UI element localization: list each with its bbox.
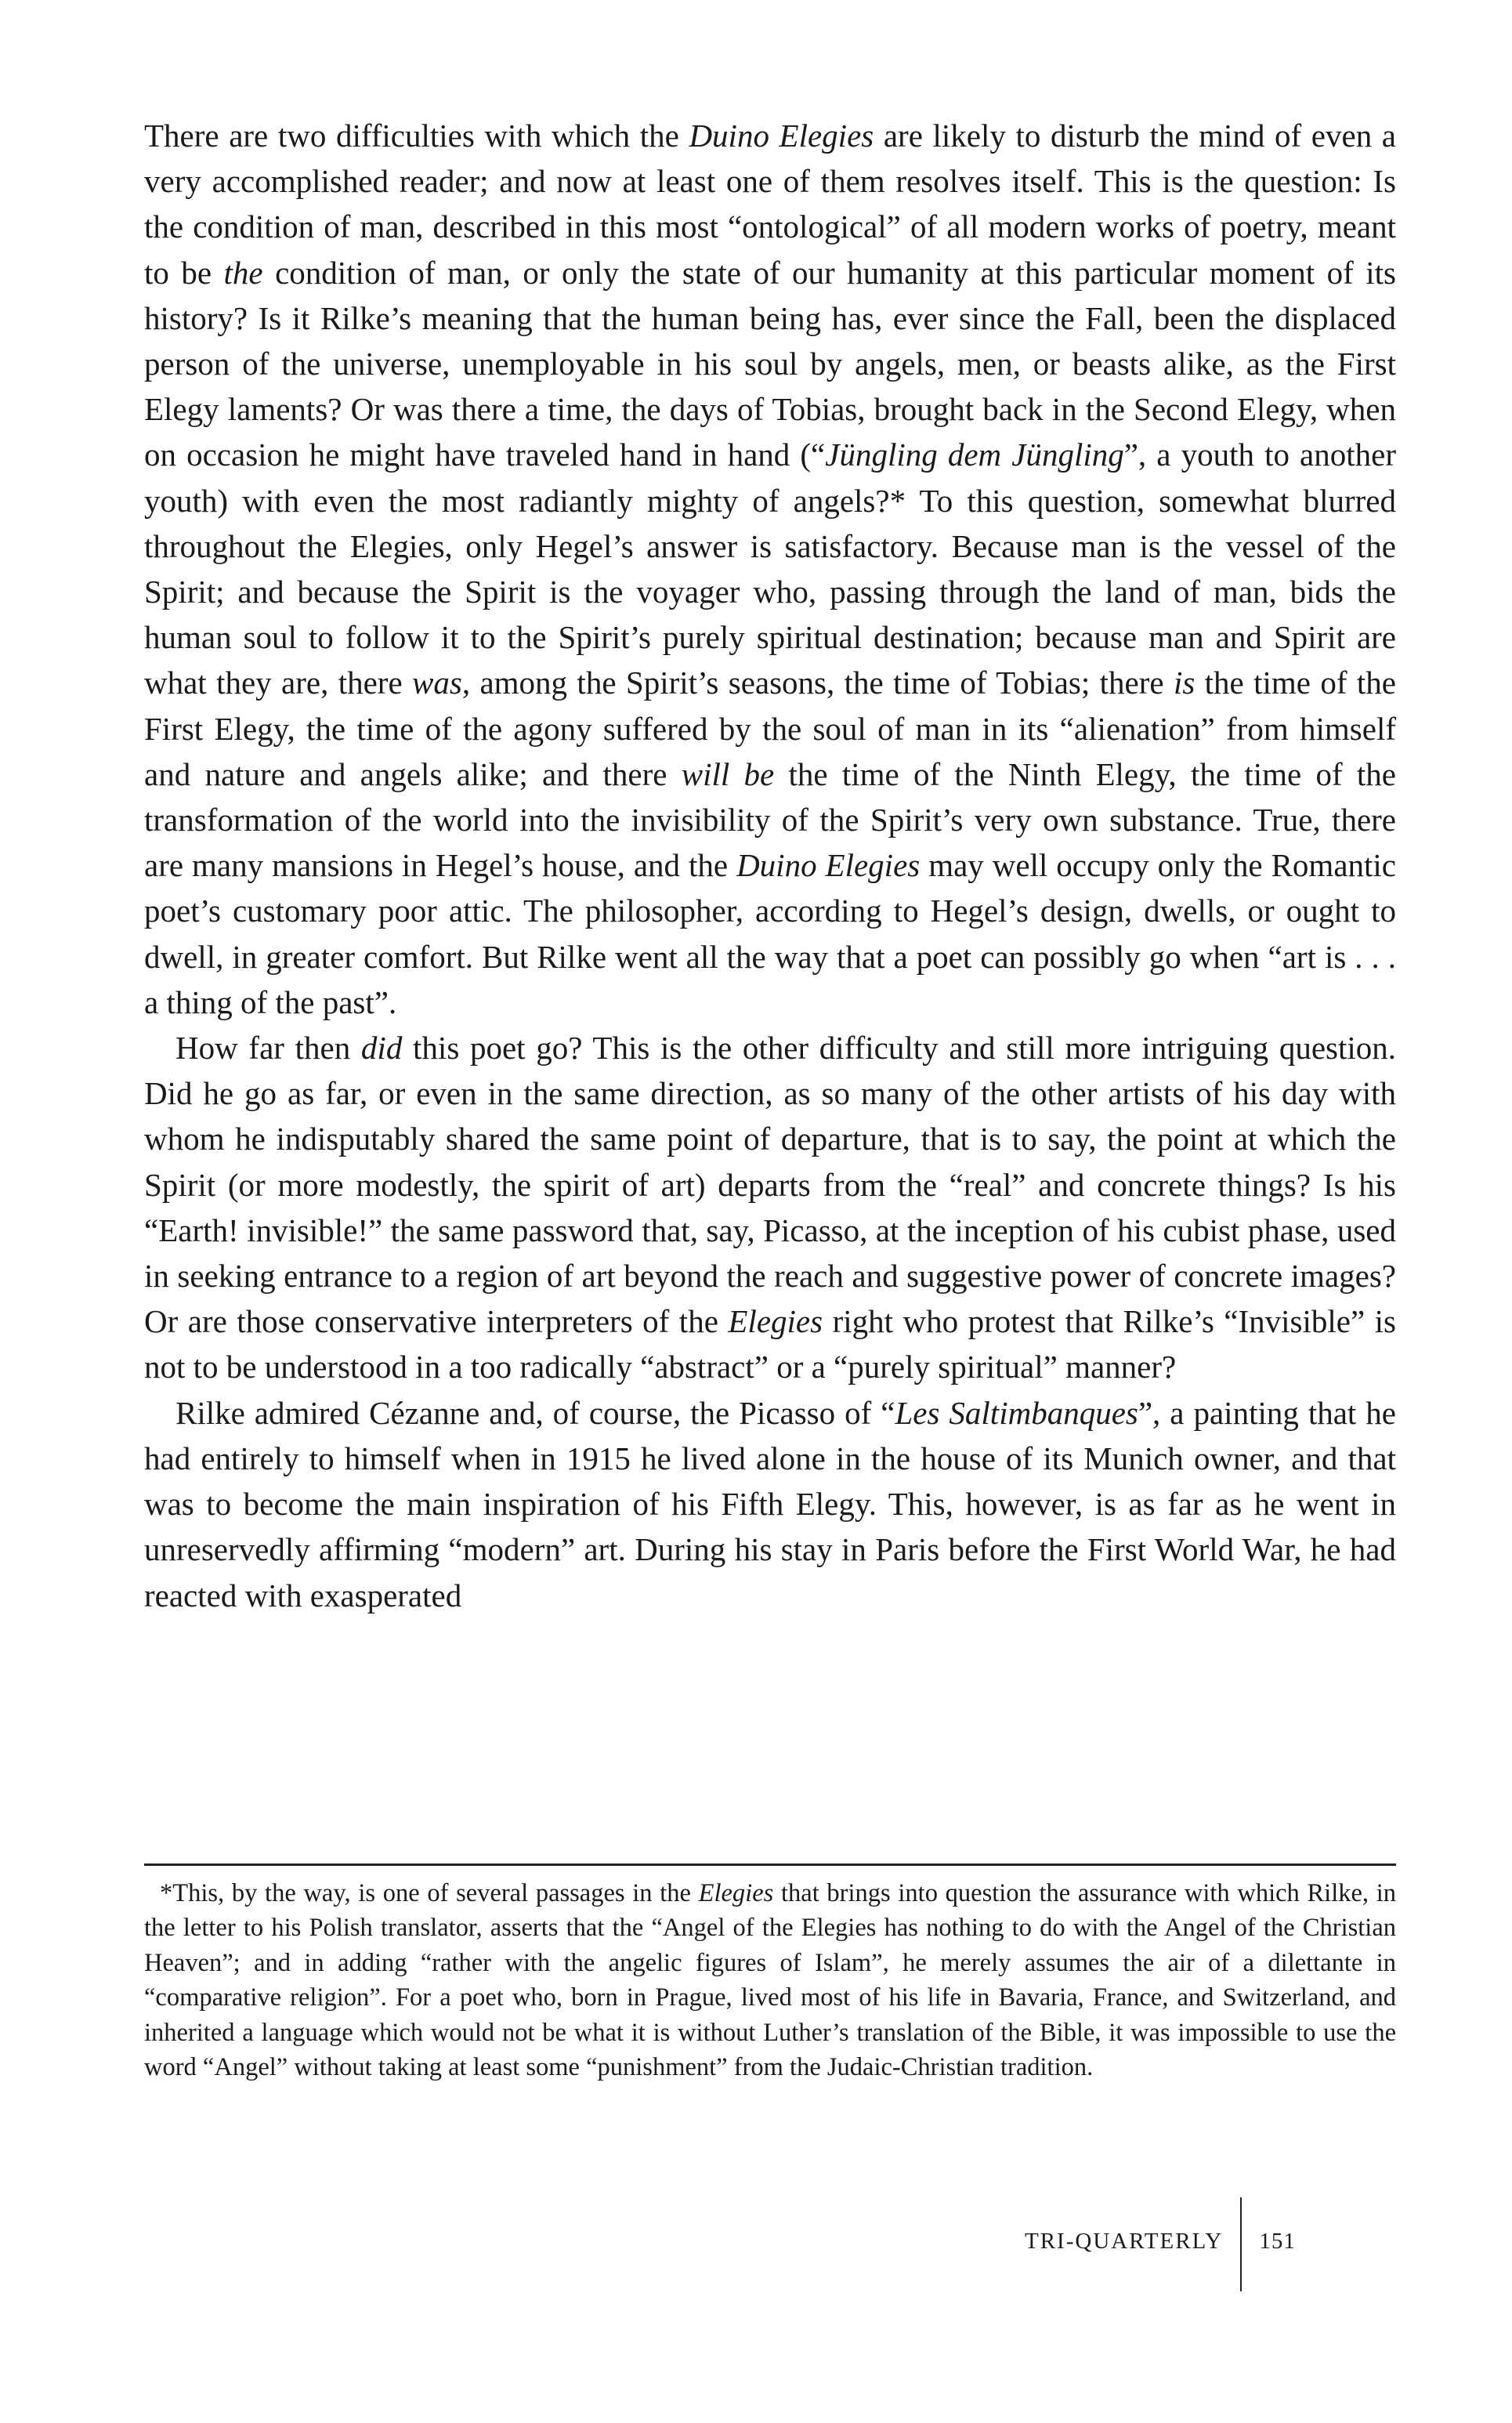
- body-text: [144, 113, 1396, 1618]
- italic-emphasis-did: did: [360, 1030, 403, 1067]
- text-run: that brings into question the assurance with which Rilke, in the letter to his Polish translator, asserts that the “Angel of the Elegies has nothing to do with the Angel of the Christian Heaven”; and in adding “rather with the angelic figures of Islam”, he merely assumes the air of a dilettante in “comparative religion”. For a poet who, born in Prague, lived most of his life in Bavaria, France, and Switzerland, and inherited a language which would not be what it is without Luther’s translation of the Bible, it was impossible to use the word “Angel” without taking at least some “punishment” from the Judaic-Christian tradition.: [144, 1879, 1397, 2082]
- text-run: ”, a youth to another youth) with even the most radiantly mighty of angels?* To this question, somewhat blurred throughout the Elegies, only Hegel’s answer is satisfactory. Because man is the vessel of the Spirit; and because the Spirit is the voyager who, passing through the land of man, bids the human soul to follow it to the Spirit’s purely spiritual destination; because man and Spirit are what they are, there: [144, 436, 1396, 701]
- italic-title-duino-elegies: Duino Elegies: [736, 847, 921, 884]
- italic-title-duino-elegies: Duino Elegies: [689, 118, 874, 154]
- footnote-paragraph: [144, 1876, 1396, 2084]
- italic-title-elegies: Elegies: [698, 1879, 774, 1907]
- text-run: condition of man, or only the state of our humanity at this particular moment of its history? Is it Rilke’s meaning that the human being has, ever since the Fall, been the displaced person of the universe, unemployable in his soul by angels, men, or beasts alike, as the First Elegy laments? Or was there a time, the days of Tobias, brought back in the Second Elegy, when on occasion he might have traveled hand in hand (“: [144, 254, 1396, 473]
- text-run: this poet go? This is the other difficulty and still more intriguing question. Did he go as far, or even in the same direction, as so many of the other artists of his day with whom he indisputably shared the same point of departure, that is to say, the point at which the Spirit (or more modestly, the spirit of art) departs from the “real” and concrete things? Is his “Earth! invisible!” the same password that, say, Picasso, at the inception of his cubist phase, used in seeking entrance to a region of art beyond the reach and suggestive power of concrete images? Or are those conservative interpreters of the: [144, 1030, 1396, 1340]
- italic-emphasis-the: the: [223, 254, 263, 291]
- text-run: the time of the First Elegy, the time of the agony suffered by the soul of man in its “alienation” from himself and nature and angels alike; and there: [144, 665, 1396, 792]
- paragraph-1: [144, 113, 1396, 1025]
- italic-emphasis-was: was: [412, 665, 462, 701]
- text-run: , among the Spirit’s seasons, the time of Tobias; there: [461, 665, 1174, 701]
- text-run: are likely to disturb the mind of even a very accomplished reader; and now at least one of them resolves itself. This is the question: Is the condition of man, described in this most “ontological” of all modern works of poetry, meant to be: [144, 118, 1396, 291]
- italic-title-les-saltimbanques: Les Saltimbanques: [895, 1394, 1138, 1431]
- page-number: 151: [1259, 2229, 1296, 2254]
- text-run: *This, by the way, is one of several passages in the: [160, 1879, 699, 1907]
- text-run: Rilke admired Cézanne and, of course, the Picasso of “: [175, 1394, 895, 1431]
- paragraph-3: [144, 1390, 1396, 1618]
- footnote: [144, 1876, 1396, 2084]
- footnote-divider: [144, 1863, 1396, 1866]
- italic-quote-jungling: Jüngling dem Jüngling: [825, 436, 1124, 473]
- text-run: may well occupy only the Romantic poet’s customary poor attic. The philosopher, according to Hegel’s design, dwells, or ought to dwell, in greater comfort. But Rilke went all the way that a poet can possibly go when “art is . . . a thing of the past”.: [144, 847, 1396, 1020]
- paragraph-2: [144, 1025, 1396, 1390]
- text-run: There are two difficulties with which the: [144, 118, 689, 154]
- text-run: right who protest that Rilke’s “Invisible” is not to be understood in a too radically “abstract” or a “purely spiritual” manner?: [144, 1303, 1397, 1385]
- page-footer: [1025, 2197, 1296, 2291]
- italic-emphasis-will-be: will be: [681, 755, 775, 792]
- text-run: the time of the Ninth Elegy, the time of the transformation of the world into the invisibility of the Spirit’s very own substance. True, there are many mansions in Hegel’s house, and the: [144, 755, 1396, 884]
- journal-name: TRI-QUARTERLY: [1025, 2229, 1224, 2254]
- italic-emphasis-is: is: [1173, 665, 1195, 701]
- italic-title-elegies: Elegies: [728, 1303, 823, 1340]
- text-run: How far then: [175, 1030, 361, 1067]
- text-run: ”, a painting that he had entirely to himself when in 1915 he lived alone in the house of its Munich owner, and that was to become the main inspiration of his Fifth Elegy. This, however, is as far as he went in unreservedly affirming “modern” art. During his stay in Paris before the First World War, he had reacted with exasperated: [144, 1394, 1396, 1614]
